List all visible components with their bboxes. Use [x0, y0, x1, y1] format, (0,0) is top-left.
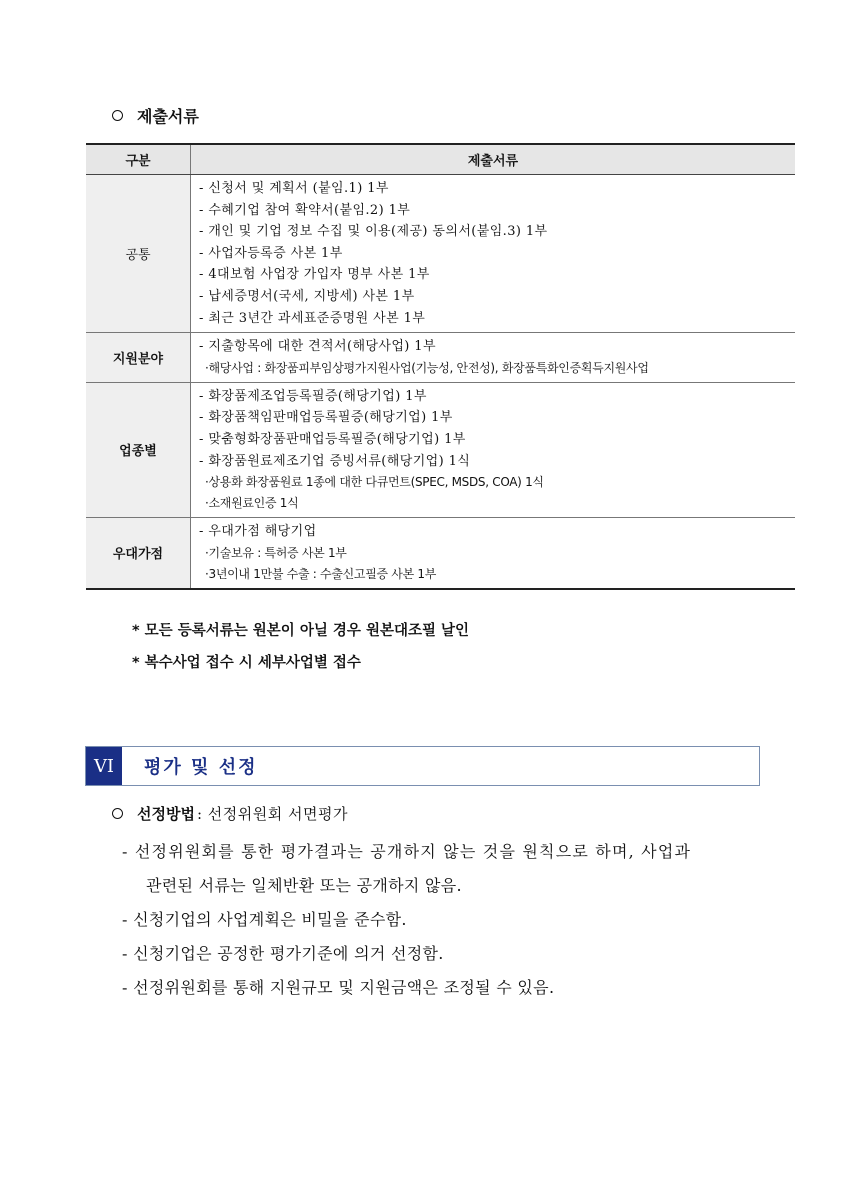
list-item: - 신청기업의 사업계획은 비밀을 준수함. — [122, 910, 407, 929]
method-value: : 선정위원회 서면평가 — [196, 805, 348, 823]
selection-method — [112, 803, 348, 824]
note-item: * 모든 등록서류는 원본이 아닐 경우 원본대조필 날인 — [132, 623, 470, 639]
row-items — [191, 175, 796, 333]
list-item: - 사업자등록증 사본 1부 — [199, 245, 343, 261]
method-label: 선정방법 — [137, 805, 195, 823]
list-item: - 지출항목에 대한 견적서(해당사업) 1부 — [199, 339, 436, 355]
sub-list-item: ·상용화 화장품원료 1종에 대한 다큐먼트(SPEC, MSDS, COA) 1식 — [205, 475, 544, 490]
row-category: 업종별 — [86, 382, 191, 517]
list-item: - 우대가점 해당기업 — [199, 524, 317, 540]
list-item-continuation: 관련된 서류는 일체반환 또는 공개하지 않음. — [146, 876, 462, 895]
list-item: - 맞춤형화장품판매업등록필증(해당기업) 1부 — [199, 431, 466, 447]
sub-list-item: ·기술보유 : 특허증 사본 1부 — [205, 545, 347, 560]
circle-bullet-icon — [112, 808, 123, 819]
row-items — [191, 382, 796, 517]
list-item: - 신청기업은 공정한 평가기준에 의거 선정함. — [122, 944, 444, 963]
sub-list-item: ·3년이내 1만불 수출 : 수출신고필증 사본 1부 — [205, 566, 437, 581]
row-category: 우대가점 — [86, 518, 191, 589]
header-documents: 제출서류 — [191, 144, 796, 175]
table-row — [86, 333, 795, 383]
chapter-number: VI — [86, 747, 122, 785]
table-row — [86, 175, 795, 333]
list-item: - 4대보험 사업장 가입자 명부 사본 1부 — [199, 267, 430, 283]
section-heading-submission — [112, 104, 199, 127]
sub-list-item: ·해당사업 : 화장품피부임상평가지원사업(기능성, 안전성), 화장품특화인증획득지원사업 — [205, 360, 649, 375]
evaluation-points — [122, 835, 782, 1005]
list-item: - 선정위원회를 통해 지원규모 및 지원금액은 조정될 수 있음. — [122, 978, 555, 997]
list-item: - 화장품제조업등록필증(해당기업) 1부 — [199, 388, 427, 404]
sub-list-item: ·소재원료인증 1식 — [205, 496, 299, 511]
row-items — [191, 333, 796, 383]
list-item: - 신청서 및 계획서 (붙임.1) 1부 — [199, 181, 389, 196]
table-header-row — [86, 144, 795, 175]
submission-documents-table — [86, 143, 795, 590]
list-item: - 수혜기업 참여 확약서(붙임.2) 1부 — [199, 202, 411, 218]
row-items — [191, 518, 796, 589]
list-item: - 최근 3년간 과세표준증명원 사본 1부 — [199, 310, 426, 326]
chapter-heading — [85, 746, 760, 786]
list-item: - 화장품원료제조기업 증빙서류(해당기업) 1식 — [199, 453, 471, 469]
table-row — [86, 382, 795, 517]
row-category: 지원분야 — [86, 333, 191, 383]
circle-bullet-icon — [112, 110, 123, 121]
section-title: 제출서류 — [137, 107, 199, 126]
notes — [132, 618, 469, 682]
table-row — [86, 518, 795, 589]
list-item: - 화장품책임판매업등록필증(해당기업) 1부 — [199, 410, 453, 426]
list-item: - 납세증명서(국세, 지방세) 사본 1부 — [199, 288, 415, 304]
header-category: 구분 — [86, 144, 191, 175]
note-item: * 복수사업 접수 시 세부사업별 접수 — [132, 655, 361, 671]
list-item: - 선정위원회를 통한 평가결과는 공개하지 않는 것을 원칙으로 하며, 사업과 — [122, 842, 692, 861]
chapter-title: 평가 및 선정 — [144, 757, 258, 778]
row-category: 공통 — [86, 175, 191, 333]
list-item: - 개인 및 기업 정보 수집 및 이용(제공) 동의서(붙임.3) 1부 — [199, 224, 548, 240]
